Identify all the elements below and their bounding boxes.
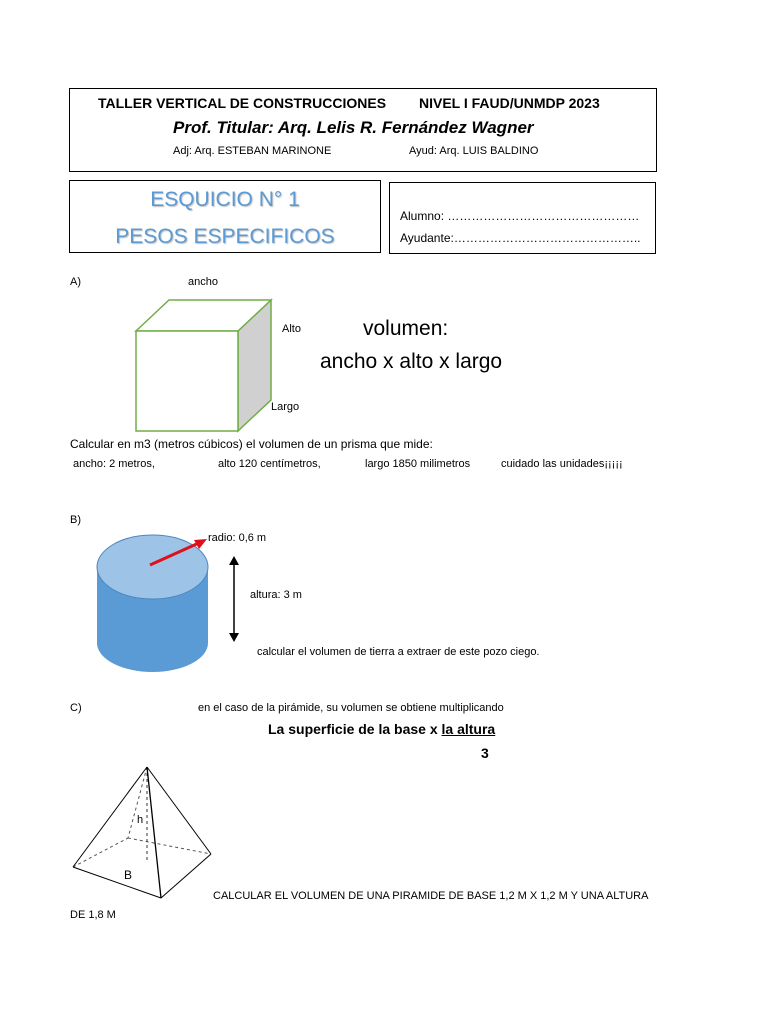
section-c-instruction: CALCULAR EL VOLUMEN DE UNA PIRAMIDE DE BASE 1,2 M X 1,2 M Y UNA ALTURA	[213, 890, 649, 902]
cube-ancho-label: ancho	[188, 276, 218, 288]
units-warning: cuidado las unidades¡¡¡¡¡	[501, 458, 623, 470]
dimension-largo: largo 1850 milimetros	[365, 458, 471, 470]
assistant-name-field[interactable]: Ayudante:………………………………………..	[400, 231, 641, 245]
header-adjunct: Adj: Arq. ESTEBAN MARINONE	[173, 145, 332, 157]
exercise-subtitle: PESOS ESPECIFICOS	[115, 225, 335, 248]
student-name-field[interactable]: Alumno: …………………………………………	[400, 209, 640, 223]
formula-base: La superficie de la base x	[268, 721, 442, 737]
title-box	[69, 180, 381, 253]
section-a-label: A)	[70, 276, 81, 288]
section-c-instruction-cont: DE 1,8 M	[70, 909, 116, 921]
header-box	[69, 88, 657, 172]
student-box	[389, 182, 656, 254]
pyramid-b-label: B	[124, 868, 133, 882]
pyramid-diagram	[68, 762, 216, 904]
cylinder-bottom	[97, 614, 208, 672]
cube-alto-label: Alto	[282, 323, 301, 335]
pyramid-formula	[268, 721, 495, 737]
dimension-alto: alto 120 centímetros,	[218, 458, 321, 470]
cube-largo-label: Largo	[271, 401, 300, 413]
section-c-label: C)	[70, 702, 82, 714]
height-label: altura: 3 m	[250, 589, 302, 601]
cylinder-diagram	[95, 530, 210, 675]
exercise-title: ESQUICIO N° 1	[150, 188, 300, 211]
cylinder-top	[97, 535, 208, 599]
cube-diagram	[130, 294, 276, 436]
header-course: TALLER VERTICAL DE CONSTRUCCIONES	[98, 95, 387, 111]
section-b-label: B)	[70, 514, 81, 526]
header-professor: Prof. Titular: Arq. Lelis R. Fernández Wagner	[173, 118, 534, 137]
section-a-instruction: Calcular en m3 (metros cúbicos) el volumen de un prisma que mide:	[70, 437, 433, 451]
volume-formula: ancho x alto x largo	[320, 350, 503, 373]
section-b-instruction: calcular el volumen de tierra a extraer de este pozo ciego.	[257, 646, 540, 658]
pyramid-intro: en el caso de la pirámide, su volumen se obtiene multiplicando	[198, 702, 504, 714]
pyramid-h-label: h	[137, 814, 144, 826]
radius-label: radio: 0,6 m	[208, 532, 267, 544]
height-arrow	[227, 556, 241, 642]
formula-height: la altura	[441, 721, 496, 737]
volume-title: volumen:	[363, 317, 449, 340]
formula-divisor: 3	[481, 745, 489, 761]
header-level: NIVEL I FAUD/UNMDP 2023	[419, 95, 600, 111]
cube-front-face	[136, 331, 238, 431]
dimension-ancho: ancho: 2 metros,	[73, 458, 155, 470]
header-assistant: Ayud: Arq. LUIS BALDINO	[409, 145, 539, 157]
